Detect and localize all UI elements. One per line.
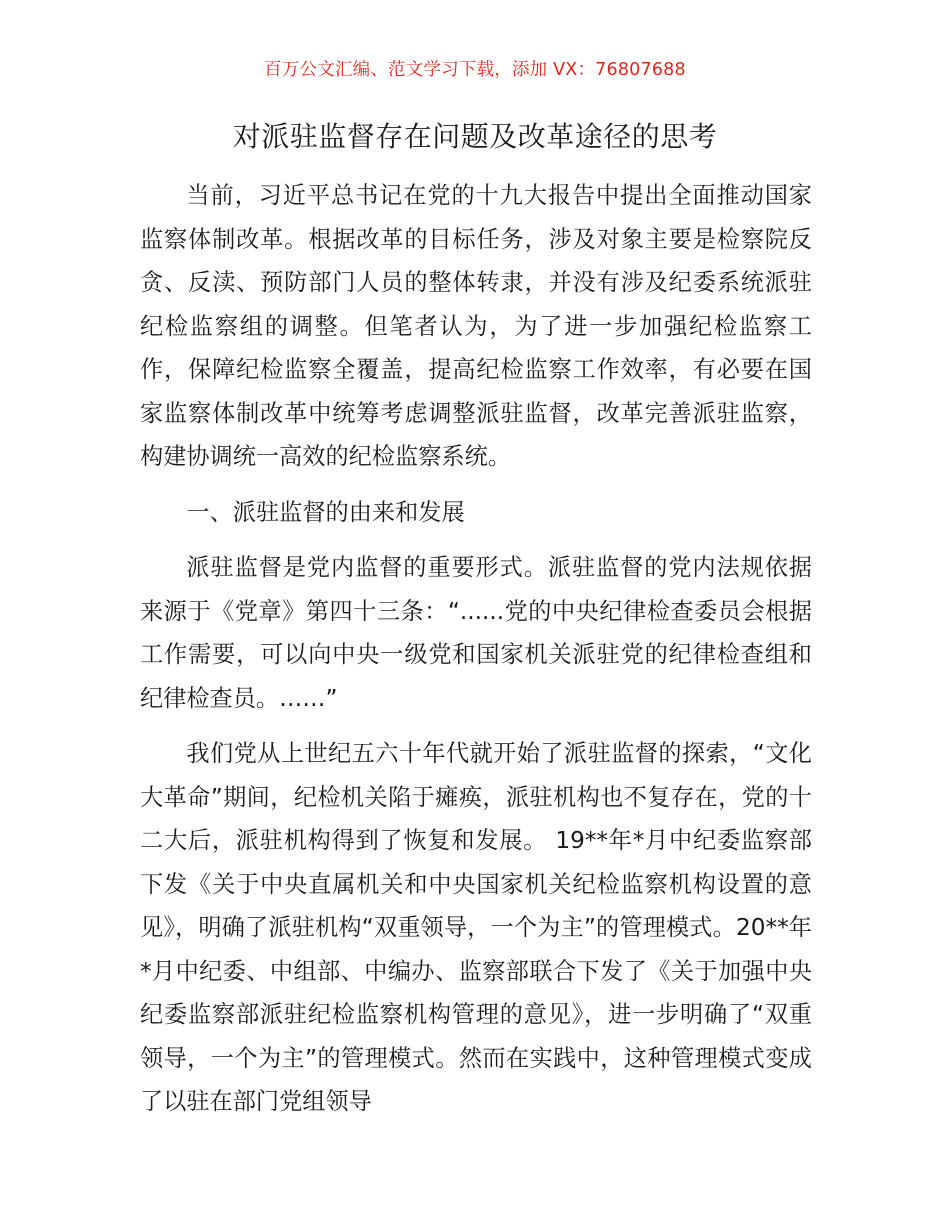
document-body: [140, 174, 812, 1124]
document-title: 对派驻监督存在问题及改革途径的思考: [232, 120, 718, 153]
paragraph-intro: 当前，习近平总书记在党的十九大报告中提出全面推动国家监察体制改革。根据改革的目标任务，涉及对象主要是检察院反贪、反渎、预防部门人员的整体转隶，并没有涉及纪委系统派驻纪检监察组的调整。但笔者认为，为了进一步加强纪检监察工作，保障纪检监察全覆盖，提高纪检监察工作效率，有必要在国家监察体制改革中统筹考虑调整派驻监督，改革完善派驻监察，构建协调统一高效的纪检监察系统。: [140, 182, 812, 470]
paragraph-history: 我们党从上世纪五六十年代就开始了派驻监督的探索，“文化大革命”期间，纪检机关陷于瘫痪，派驻机构也不复存在，党的十二大后，派驻机构得到了恢复和发展。 19**年*月中纪委监察部下发《关于中央直属机关和中央国家机关纪检监察机构设置的意见》，明确了派驻机构“双重领导，一个为主”的管理模式。20**年*月中纪委、中组部、中编办、监察部联合下发了《关于加强中央纪委监察部派驻纪检监察机构管理的意见》，进一步明确了“双重领导，一个为主”的管理模式。然而在实践中，这种管理模式变成了以驻在部门党组领导: [140, 740, 812, 1115]
section-heading-1: 一、派驻监督的由来和发展: [186, 498, 465, 526]
header-watermark-note: 百万公文汇编、范文学习下载，添加 VX：76807688: [264, 60, 686, 80]
paragraph-origin: 派驻监督是党内监督的重要形式。派驻监督的党内法规依据来源于《党章》第四十三条：“......党的中央纪律检查委员会根据工作需要，可以向中央一级党和国家机关派驻党的纪律检查组和纪律检查员。……”: [140, 554, 812, 712]
